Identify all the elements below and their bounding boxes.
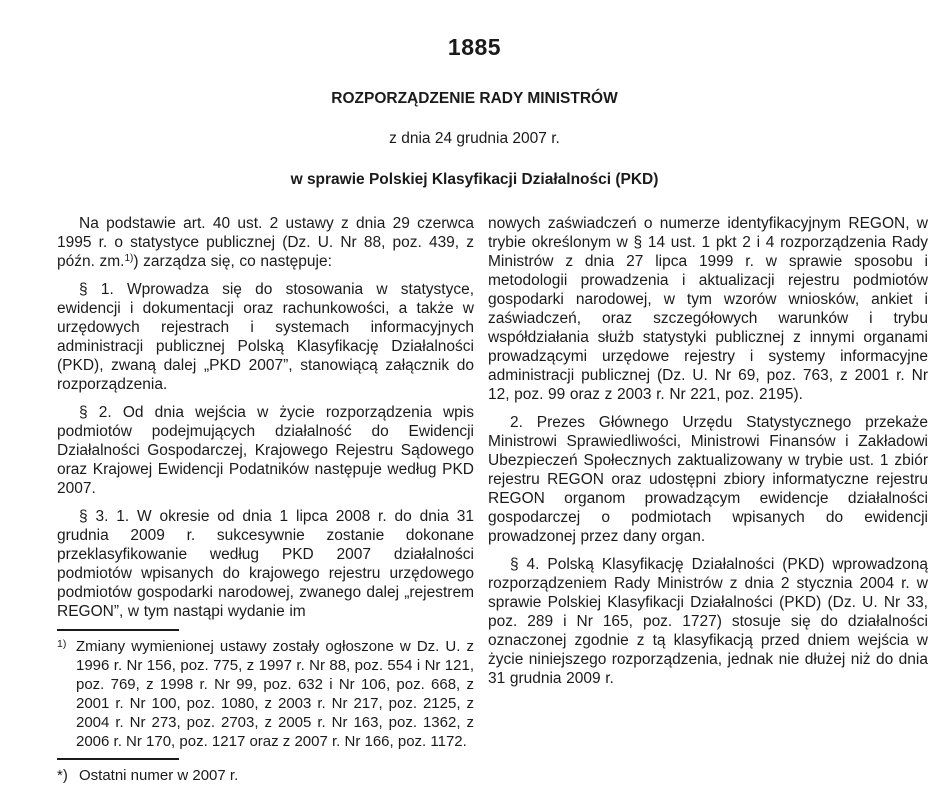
two-column-body bbox=[57, 214, 927, 785]
document-title: ROZPORZĄDZENIE RADY MINISTRÓW bbox=[331, 90, 618, 107]
footnote-star-text: Ostatni numer w 2007 r. bbox=[79, 767, 239, 784]
footnote-star-separator bbox=[57, 758, 179, 760]
paragraph-3: § 3. 1. W okresie od dnia 1 lipca 2008 r. do dnia 31 grudnia 2009 r. sukcesywnie zostanie dokonane przeklasyfikowanie według PKD 2007 działalności podmiotów wpisanych do krajowego rejestru urzędowego podmiotów gospodarki narodowej, zwanego dalej „rejestrem REGON”, w tym nastąpi wydanie im bbox=[57, 508, 474, 620]
document-date: z dnia 24 grudnia 2007 r. bbox=[389, 130, 560, 147]
footnote-separator bbox=[57, 629, 179, 631]
footnote-1 bbox=[57, 637, 474, 751]
paragraph-2: § 2. Od dnia wejścia w życie rozporządzenia wpis podmiotów podejmujących działalność do Ewidencji Działalności Gospodarczej, Krajowego Rejestru Sądowego oraz Krajowej Ewidencji Podatników następuje według PKD 2007. bbox=[57, 404, 474, 497]
intro-paragraph bbox=[57, 214, 474, 271]
left-column bbox=[57, 214, 474, 785]
document-subject: w sprawie Polskiej Klasyfikacji Działalności (PKD) bbox=[290, 171, 659, 188]
paragraph-ust-2: 2. Prezes Głównego Urzędu Statystycznego przekaże Ministrowi Sprawiedliwości, Ministrowi Finansów i Zakładowi Ubezpieczeń Społecznych zaktualizowany w trybie ust. 1 zbiór rejestru REGON oraz udostępni zbiory informatyczne rejestru REGON organom prowadzącym ewidencje działalności gospodarczej o podmiotach wpisanych do ewidencji prowadzonej przez dany organ. bbox=[488, 414, 928, 545]
footnote-1-marker: 1) bbox=[57, 638, 67, 650]
footnote-star-marker: *) bbox=[57, 767, 68, 784]
footnotes-section bbox=[57, 629, 474, 785]
paragraph-1: § 1. Wprowadza się do stosowania w statystyce, ewidencji i dokumentacji oraz rachunkowości, a także w urzędowych rejestrach i systemach informacyjnych administracji publicznej Polską Klasyfikację Działalności (PKD), zwaną dalej „PKD 2007”, stanowiącą załącznik do rozporządzenia. bbox=[57, 281, 474, 393]
right-column bbox=[488, 214, 928, 785]
paragraph-4: § 4. Polską Klasyfikację Działalności (PKD) wprowadzoną rozporządzeniem Rady Ministrów z dnia 2 stycznia 2004 r. w sprawie Polskiej Klasyfikacji Działalności (PKD) (Dz. U. Nr 33, poz. 289 i Nr 165, poz. 1727) stosuje się do działalności oznaczonej zgodnie z tą klasyfikacją przed dniem wejścia w życie niniejszego rozporządzenia, jednak nie dłużej niż do dnia 31 grudnia 2009 r. bbox=[488, 556, 928, 687]
footnote-reference-1: 1) bbox=[124, 253, 134, 264]
continuation-paragraph: nowych zaświadczeń o numerze identyfikacyjnym REGON, w trybie określonym w § 14 ust. 1 pkt 2 i 4 rozporządzenia Rady Ministrów z dnia 27 lipca 1999 r. w sprawie sposobu i metodologii prowadzenia i aktualizacji rejestru podmiotów gospodarki narodowej, w tym wzorów wniosków, ankiet i zaświadczeń, oraz szczegółowych warunków i trybu współdziałania służb statystyki publicznej z innymi organami prowadzącymi urzędowe rejestry i systemy informacyjne administracji publicznej (Dz. U. Nr 69, poz. 763, z 2001 r. Nr 12, poz. 99 oraz z 2003 r. Nr 221, poz. 2195). bbox=[488, 215, 928, 403]
footnote-star bbox=[57, 766, 474, 785]
intro-text-post: ) zarządza się, co następuje: bbox=[133, 253, 332, 270]
article-number: 1885 bbox=[447, 34, 502, 60]
intro-text-pre: Na podstawie art. 40 ust. 2 ustawy z dnia 29 czerwca 1995 r. o statystyce publicznej (Dz. U. Nr 88, poz. 439, z późn. zm. bbox=[57, 215, 474, 270]
footnote-1-text: Zmiany wymienionej ustawy zostały ogłoszone w Dz. U. z 1996 r. Nr 156, poz. 775, z 1997 r. Nr 88, poz. 554 i Nr 121, poz. 769, z 1998 r. Nr 99, poz. 632 i Nr 106, poz. 668, z 2001 r. Nr 100, poz. 1080, z 2003 r. Nr 217, poz. 2125, z 2004 r. Nr 273, poz. 2703, z 2005 r. Nr 163, poz. 1362, z 2006 r. Nr 170, poz. 1217 oraz z 2007 r. Nr 166, poz. 1172. bbox=[76, 638, 474, 750]
